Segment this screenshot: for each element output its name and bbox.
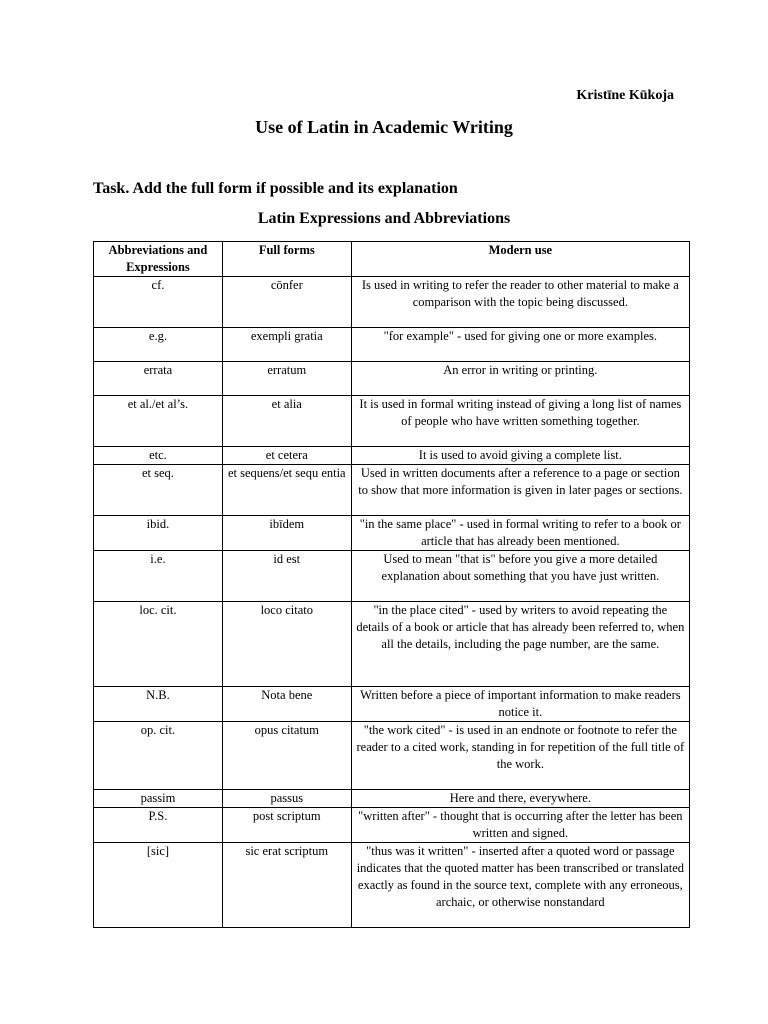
table-row — [94, 843, 690, 928]
table-row — [94, 465, 690, 516]
abbreviation-cell: errata — [94, 362, 223, 396]
abbreviation-cell: et seq. — [94, 465, 223, 516]
column-header-abbreviation: Abbreviations and Expressions — [94, 242, 223, 277]
abbreviation-cell: i.e. — [94, 551, 223, 602]
modern-use-cell: "thus was it written" - inserted after a quoted word or passage indicates that the quoted matter has been transcribed or translated exactly as found in the source text, complete with any erroneous, archaic, or otherwise nonstandard — [351, 843, 689, 928]
full-form-cell: et sequens/et sequ entia — [222, 465, 351, 516]
table-caption: Latin Expressions and Abbreviations — [257, 210, 511, 227]
modern-use-cell: Written before a piece of important information to make readers notice it. — [351, 687, 689, 722]
table-body — [94, 277, 690, 928]
modern-use-cell: An error in writing or printing. — [351, 362, 689, 396]
table-row — [94, 362, 690, 396]
full-form-cell: sic erat scriptum — [222, 843, 351, 928]
table-row — [94, 277, 690, 328]
modern-use-cell: Used in written documents after a reference to a page or section to show that more information is given in later pages or sections. — [351, 465, 689, 516]
author-name: Kristīne Kūkoja — [576, 88, 674, 103]
full-form-cell: post scriptum — [222, 808, 351, 843]
abbreviation-cell: loc. cit. — [94, 602, 223, 687]
table-row — [94, 447, 690, 465]
abbreviation-cell: cf. — [94, 277, 223, 328]
full-form-cell: opus citatum — [222, 722, 351, 790]
table-row — [94, 396, 690, 447]
abbreviation-cell: etc. — [94, 447, 223, 465]
abbreviation-cell: op. cit. — [94, 722, 223, 790]
full-form-cell: et cetera — [222, 447, 351, 465]
full-form-cell: loco citato — [222, 602, 351, 687]
full-form-cell: et alia — [222, 396, 351, 447]
modern-use-cell: Used to mean "that is" before you give a more detailed explanation about something that you have just written. — [351, 551, 689, 602]
abbreviation-cell: [sic] — [94, 843, 223, 928]
modern-use-cell: "for example" - used for giving one or more examples. — [351, 328, 689, 362]
full-form-cell: exempli gratia — [222, 328, 351, 362]
latin-expressions-table — [93, 241, 690, 928]
modern-use-cell: It is used to avoid giving a complete list. — [351, 447, 689, 465]
modern-use-cell: "the work cited" - is used in an endnote or footnote to refer the reader to a cited work, standing in for repetition of the full title of the work. — [351, 722, 689, 790]
full-form-cell: passus — [222, 790, 351, 808]
abbreviation-cell: ibid. — [94, 516, 223, 551]
table-row — [94, 602, 690, 687]
abbreviation-cell: et al./et al’s. — [94, 396, 223, 447]
modern-use-cell: Is used in writing to refer the reader to other material to make a comparison with the topic being discussed. — [351, 277, 689, 328]
table-row — [94, 722, 690, 790]
full-form-cell: cōnfer — [222, 277, 351, 328]
abbreviation-cell: N.B. — [94, 687, 223, 722]
modern-use-cell: "in the same place" - used in formal writing to refer to a book or article that has already been mentioned. — [351, 516, 689, 551]
modern-use-cell: It is used in formal writing instead of giving a long list of names of people who have written something together. — [351, 396, 689, 447]
modern-use-cell: "in the place cited" - used by writers to avoid repeating the details of a book or article that has already been referred to, when all the details, including the page number, are the same. — [351, 602, 689, 687]
column-header-full-form: Full forms — [222, 242, 351, 277]
table-header-row — [94, 242, 690, 277]
abbreviation-cell: e.g. — [94, 328, 223, 362]
task-heading: Task. Add the full form if possible and its explanation — [93, 180, 458, 197]
full-form-cell: Nota bene — [222, 687, 351, 722]
column-header-modern-use: Modern use — [351, 242, 689, 277]
table-row — [94, 790, 690, 808]
table-row — [94, 687, 690, 722]
table-row — [94, 328, 690, 362]
table-row — [94, 808, 690, 843]
full-form-cell: erratum — [222, 362, 351, 396]
modern-use-cell: Here and there, everywhere. — [351, 790, 689, 808]
document-title: Use of Latin in Academic Writing — [255, 117, 513, 137]
table-row — [94, 516, 690, 551]
full-form-cell: id est — [222, 551, 351, 602]
table-row — [94, 551, 690, 602]
full-form-cell: ibīdem — [222, 516, 351, 551]
modern-use-cell: "written after" - thought that is occurring after the letter has been written and signed. — [351, 808, 689, 843]
abbreviation-cell: P.S. — [94, 808, 223, 843]
abbreviation-cell: passim — [94, 790, 223, 808]
